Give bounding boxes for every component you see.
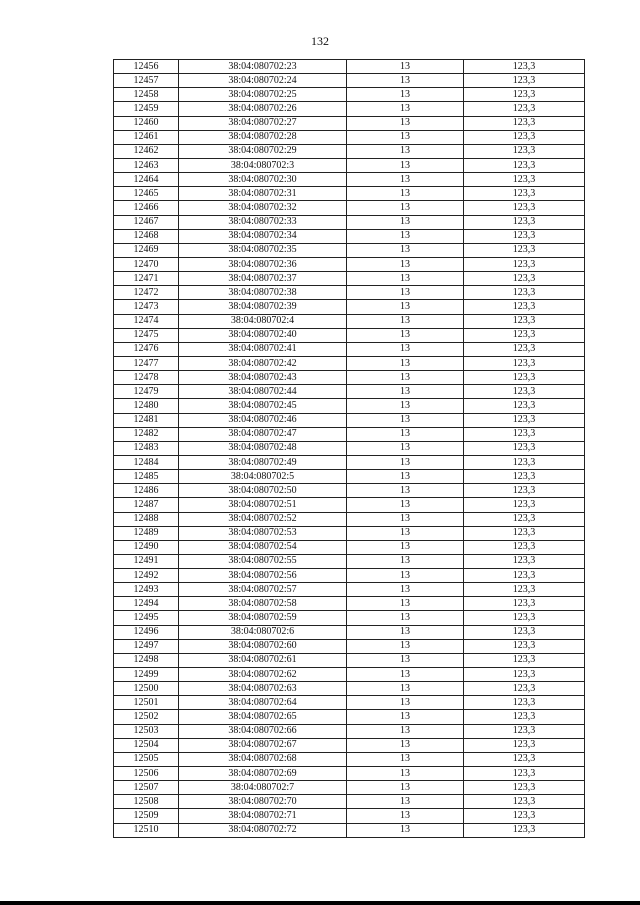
cadastral-number-cell: 38:04:080702:24 <box>179 74 347 88</box>
table-row <box>114 639 585 653</box>
area-cell: 123,3 <box>464 597 585 611</box>
cadastral-number-cell: 38:04:080702:64 <box>179 696 347 710</box>
row-number-cell: 12488 <box>114 512 179 526</box>
row-number-cell: 12489 <box>114 526 179 540</box>
area-cell: 123,3 <box>464 328 585 342</box>
count-cell: 13 <box>347 257 464 271</box>
cadastral-number-cell: 38:04:080702:70 <box>179 795 347 809</box>
count-cell: 13 <box>347 243 464 257</box>
area-cell: 123,3 <box>464 102 585 116</box>
area-cell: 123,3 <box>464 441 585 455</box>
count-cell: 13 <box>347 781 464 795</box>
row-number-cell: 12493 <box>114 583 179 597</box>
cadastral-number-cell: 38:04:080702:4 <box>179 314 347 328</box>
cadastral-number-cell: 38:04:080702:37 <box>179 272 347 286</box>
row-number-cell: 12475 <box>114 328 179 342</box>
table-row <box>114 229 585 243</box>
table-row <box>114 399 585 413</box>
cadastral-number-cell: 38:04:080702:25 <box>179 88 347 102</box>
cadastral-number-cell: 38:04:080702:36 <box>179 257 347 271</box>
count-cell: 13 <box>347 653 464 667</box>
table-row <box>114 498 585 512</box>
row-number-cell: 12470 <box>114 257 179 271</box>
row-number-cell: 12458 <box>114 88 179 102</box>
area-cell: 123,3 <box>464 413 585 427</box>
row-number-cell: 12509 <box>114 809 179 823</box>
area-cell: 123,3 <box>464 484 585 498</box>
cadastral-number-cell: 38:04:080702:53 <box>179 526 347 540</box>
cadastral-number-cell: 38:04:080702:49 <box>179 455 347 469</box>
area-cell: 123,3 <box>464 371 585 385</box>
area-cell: 123,3 <box>464 809 585 823</box>
area-cell: 123,3 <box>464 257 585 271</box>
cadastral-number-cell: 38:04:080702:57 <box>179 583 347 597</box>
count-cell: 13 <box>347 484 464 498</box>
cadastral-number-cell: 38:04:080702:43 <box>179 371 347 385</box>
cadastral-number-cell: 38:04:080702:28 <box>179 130 347 144</box>
registry-table <box>113 59 585 838</box>
table-row <box>114 795 585 809</box>
area-cell: 123,3 <box>464 215 585 229</box>
row-number-cell: 12490 <box>114 540 179 554</box>
table-row <box>114 484 585 498</box>
row-number-cell: 12486 <box>114 484 179 498</box>
count-cell: 13 <box>347 668 464 682</box>
scan-edge-bar <box>0 901 640 905</box>
area-cell: 123,3 <box>464 201 585 215</box>
area-cell: 123,3 <box>464 668 585 682</box>
count-cell: 13 <box>347 201 464 215</box>
table-row <box>114 625 585 639</box>
cadastral-number-cell: 38:04:080702:55 <box>179 554 347 568</box>
count-cell: 13 <box>347 144 464 158</box>
area-cell: 123,3 <box>464 455 585 469</box>
cadastral-number-cell: 38:04:080702:67 <box>179 738 347 752</box>
area-cell: 123,3 <box>464 724 585 738</box>
row-number-cell: 12478 <box>114 371 179 385</box>
count-cell: 13 <box>347 286 464 300</box>
cadastral-number-cell: 38:04:080702:72 <box>179 823 347 837</box>
cadastral-number-cell: 38:04:080702:46 <box>179 413 347 427</box>
cadastral-number-cell: 38:04:080702:33 <box>179 215 347 229</box>
area-cell: 123,3 <box>464 74 585 88</box>
count-cell: 13 <box>347 682 464 696</box>
count-cell: 13 <box>347 597 464 611</box>
count-cell: 13 <box>347 215 464 229</box>
count-cell: 13 <box>347 752 464 766</box>
table-row <box>114 526 585 540</box>
cadastral-number-cell: 38:04:080702:30 <box>179 173 347 187</box>
row-number-cell: 12474 <box>114 314 179 328</box>
cadastral-number-cell: 38:04:080702:59 <box>179 611 347 625</box>
table-row <box>114 60 585 74</box>
table-row <box>114 88 585 102</box>
row-number-cell: 12457 <box>114 74 179 88</box>
table-body <box>114 60 585 838</box>
row-number-cell: 12466 <box>114 201 179 215</box>
table-row <box>114 356 585 370</box>
count-cell: 13 <box>347 611 464 625</box>
cadastral-number-cell: 38:04:080702:23 <box>179 60 347 74</box>
area-cell: 123,3 <box>464 229 585 243</box>
cadastral-number-cell: 38:04:080702:34 <box>179 229 347 243</box>
row-number-cell: 12505 <box>114 752 179 766</box>
row-number-cell: 12485 <box>114 470 179 484</box>
count-cell: 13 <box>347 823 464 837</box>
row-number-cell: 12460 <box>114 116 179 130</box>
cadastral-number-cell: 38:04:080702:65 <box>179 710 347 724</box>
area-cell: 123,3 <box>464 173 585 187</box>
table-row <box>114 215 585 229</box>
area-cell: 123,3 <box>464 243 585 257</box>
area-cell: 123,3 <box>464 300 585 314</box>
count-cell: 13 <box>347 116 464 130</box>
count-cell: 13 <box>347 300 464 314</box>
area-cell: 123,3 <box>464 272 585 286</box>
page-number: 132 <box>311 34 329 48</box>
table-row <box>114 441 585 455</box>
area-cell: 123,3 <box>464 356 585 370</box>
cadastral-number-cell: 38:04:080702:71 <box>179 809 347 823</box>
cadastral-number-cell: 38:04:080702:42 <box>179 356 347 370</box>
count-cell: 13 <box>347 540 464 554</box>
table-row <box>114 611 585 625</box>
table-row <box>114 342 585 356</box>
table-row <box>114 455 585 469</box>
table-row <box>114 781 585 795</box>
cadastral-number-cell: 38:04:080702:69 <box>179 767 347 781</box>
count-cell: 13 <box>347 427 464 441</box>
count-cell: 13 <box>347 710 464 724</box>
area-cell: 123,3 <box>464 130 585 144</box>
table-row <box>114 74 585 88</box>
count-cell: 13 <box>347 625 464 639</box>
cadastral-number-cell: 38:04:080702:35 <box>179 243 347 257</box>
table-row <box>114 696 585 710</box>
table-row <box>114 569 585 583</box>
row-number-cell: 12484 <box>114 455 179 469</box>
row-number-cell: 12495 <box>114 611 179 625</box>
count-cell: 13 <box>347 74 464 88</box>
cadastral-number-cell: 38:04:080702:52 <box>179 512 347 526</box>
count-cell: 13 <box>347 158 464 172</box>
row-number-cell: 12471 <box>114 272 179 286</box>
count-cell: 13 <box>347 639 464 653</box>
area-cell: 123,3 <box>464 781 585 795</box>
row-number-cell: 12462 <box>114 144 179 158</box>
area-cell: 123,3 <box>464 767 585 781</box>
area-cell: 123,3 <box>464 583 585 597</box>
table-row <box>114 300 585 314</box>
count-cell: 13 <box>347 767 464 781</box>
table-row <box>114 130 585 144</box>
cadastral-number-cell: 38:04:080702:27 <box>179 116 347 130</box>
row-number-cell: 12494 <box>114 597 179 611</box>
cadastral-number-cell: 38:04:080702:47 <box>179 427 347 441</box>
row-number-cell: 12506 <box>114 767 179 781</box>
cadastral-number-cell: 38:04:080702:58 <box>179 597 347 611</box>
count-cell: 13 <box>347 229 464 243</box>
row-number-cell: 12477 <box>114 356 179 370</box>
table-row <box>114 173 585 187</box>
table-row <box>114 314 585 328</box>
area-cell: 123,3 <box>464 823 585 837</box>
table-row <box>114 385 585 399</box>
area-cell: 123,3 <box>464 158 585 172</box>
area-cell: 123,3 <box>464 385 585 399</box>
count-cell: 13 <box>347 795 464 809</box>
row-number-cell: 12463 <box>114 158 179 172</box>
count-cell: 13 <box>347 385 464 399</box>
row-number-cell: 12507 <box>114 781 179 795</box>
cadastral-number-cell: 38:04:080702:41 <box>179 342 347 356</box>
table-row <box>114 583 585 597</box>
cadastral-number-cell: 38:04:080702:68 <box>179 752 347 766</box>
cadastral-number-cell: 38:04:080702:5 <box>179 470 347 484</box>
area-cell: 123,3 <box>464 88 585 102</box>
table-row <box>114 328 585 342</box>
cadastral-number-cell: 38:04:080702:40 <box>179 328 347 342</box>
row-number-cell: 12496 <box>114 625 179 639</box>
table-row <box>114 187 585 201</box>
area-cell: 123,3 <box>464 611 585 625</box>
cadastral-number-cell: 38:04:080702:66 <box>179 724 347 738</box>
cadastral-number-cell: 38:04:080702:60 <box>179 639 347 653</box>
count-cell: 13 <box>347 130 464 144</box>
cadastral-number-cell: 38:04:080702:63 <box>179 682 347 696</box>
count-cell: 13 <box>347 328 464 342</box>
table-row <box>114 823 585 837</box>
cadastral-number-cell: 38:04:080702:38 <box>179 286 347 300</box>
table-row <box>114 272 585 286</box>
area-cell: 123,3 <box>464 653 585 667</box>
row-number-cell: 12500 <box>114 682 179 696</box>
count-cell: 13 <box>347 314 464 328</box>
row-number-cell: 12497 <box>114 639 179 653</box>
cadastral-number-cell: 38:04:080702:3 <box>179 158 347 172</box>
row-number-cell: 12468 <box>114 229 179 243</box>
area-cell: 123,3 <box>464 342 585 356</box>
cadastral-number-cell: 38:04:080702:31 <box>179 187 347 201</box>
area-cell: 123,3 <box>464 470 585 484</box>
table-row <box>114 470 585 484</box>
count-cell: 13 <box>347 809 464 823</box>
row-number-cell: 12472 <box>114 286 179 300</box>
cadastral-number-cell: 38:04:080702:61 <box>179 653 347 667</box>
area-cell: 123,3 <box>464 116 585 130</box>
count-cell: 13 <box>347 187 464 201</box>
table-row <box>114 597 585 611</box>
cadastral-number-cell: 38:04:080702:7 <box>179 781 347 795</box>
cadastral-number-cell: 38:04:080702:44 <box>179 385 347 399</box>
row-number-cell: 12459 <box>114 102 179 116</box>
row-number-cell: 12487 <box>114 498 179 512</box>
row-number-cell: 12461 <box>114 130 179 144</box>
table-row <box>114 243 585 257</box>
count-cell: 13 <box>347 371 464 385</box>
row-number-cell: 12467 <box>114 215 179 229</box>
count-cell: 13 <box>347 696 464 710</box>
area-cell: 123,3 <box>464 569 585 583</box>
row-number-cell: 12504 <box>114 738 179 752</box>
count-cell: 13 <box>347 526 464 540</box>
area-cell: 123,3 <box>464 526 585 540</box>
area-cell: 123,3 <box>464 427 585 441</box>
area-cell: 123,3 <box>464 314 585 328</box>
count-cell: 13 <box>347 399 464 413</box>
table-row <box>114 752 585 766</box>
row-number-cell: 12482 <box>114 427 179 441</box>
cadastral-number-cell: 38:04:080702:50 <box>179 484 347 498</box>
table-row <box>114 653 585 667</box>
count-cell: 13 <box>347 554 464 568</box>
area-cell: 123,3 <box>464 682 585 696</box>
table-row <box>114 413 585 427</box>
cadastral-number-cell: 38:04:080702:32 <box>179 201 347 215</box>
cadastral-number-cell: 38:04:080702:39 <box>179 300 347 314</box>
row-number-cell: 12502 <box>114 710 179 724</box>
table-row <box>114 158 585 172</box>
cadastral-number-cell: 38:04:080702:6 <box>179 625 347 639</box>
row-number-cell: 12499 <box>114 668 179 682</box>
row-number-cell: 12464 <box>114 173 179 187</box>
area-cell: 123,3 <box>464 752 585 766</box>
row-number-cell: 12480 <box>114 399 179 413</box>
area-cell: 123,3 <box>464 738 585 752</box>
table-row <box>114 554 585 568</box>
count-cell: 13 <box>347 413 464 427</box>
row-number-cell: 12501 <box>114 696 179 710</box>
row-number-cell: 12479 <box>114 385 179 399</box>
table-row <box>114 102 585 116</box>
count-cell: 13 <box>347 498 464 512</box>
count-cell: 13 <box>347 60 464 74</box>
table-row <box>114 257 585 271</box>
cadastral-number-cell: 38:04:080702:48 <box>179 441 347 455</box>
area-cell: 123,3 <box>464 625 585 639</box>
area-cell: 123,3 <box>464 498 585 512</box>
count-cell: 13 <box>347 455 464 469</box>
cadastral-number-cell: 38:04:080702:62 <box>179 668 347 682</box>
table-row <box>114 682 585 696</box>
table-row <box>114 724 585 738</box>
row-number-cell: 12508 <box>114 795 179 809</box>
area-cell: 123,3 <box>464 795 585 809</box>
count-cell: 13 <box>347 724 464 738</box>
table-row <box>114 809 585 823</box>
area-cell: 123,3 <box>464 512 585 526</box>
row-number-cell: 12492 <box>114 569 179 583</box>
row-number-cell: 12465 <box>114 187 179 201</box>
row-number-cell: 12483 <box>114 441 179 455</box>
cadastral-number-cell: 38:04:080702:26 <box>179 102 347 116</box>
area-cell: 123,3 <box>464 710 585 724</box>
cadastral-number-cell: 38:04:080702:54 <box>179 540 347 554</box>
cadastral-number-cell: 38:04:080702:56 <box>179 569 347 583</box>
row-number-cell: 12510 <box>114 823 179 837</box>
area-cell: 123,3 <box>464 399 585 413</box>
row-number-cell: 12469 <box>114 243 179 257</box>
cadastral-number-cell: 38:04:080702:51 <box>179 498 347 512</box>
count-cell: 13 <box>347 272 464 286</box>
count-cell: 13 <box>347 356 464 370</box>
row-number-cell: 12473 <box>114 300 179 314</box>
count-cell: 13 <box>347 102 464 116</box>
count-cell: 13 <box>347 88 464 102</box>
cadastral-number-cell: 38:04:080702:45 <box>179 399 347 413</box>
table-row <box>114 427 585 441</box>
area-cell: 123,3 <box>464 696 585 710</box>
area-cell: 123,3 <box>464 187 585 201</box>
row-number-cell: 12476 <box>114 342 179 356</box>
count-cell: 13 <box>347 583 464 597</box>
area-cell: 123,3 <box>464 60 585 74</box>
count-cell: 13 <box>347 569 464 583</box>
count-cell: 13 <box>347 342 464 356</box>
row-number-cell: 12456 <box>114 60 179 74</box>
count-cell: 13 <box>347 738 464 752</box>
table-row <box>114 767 585 781</box>
table-row <box>114 710 585 724</box>
table-row <box>114 201 585 215</box>
row-number-cell: 12498 <box>114 653 179 667</box>
table-row <box>114 512 585 526</box>
area-cell: 123,3 <box>464 554 585 568</box>
count-cell: 13 <box>347 512 464 526</box>
row-number-cell: 12491 <box>114 554 179 568</box>
area-cell: 123,3 <box>464 286 585 300</box>
count-cell: 13 <box>347 470 464 484</box>
table-row <box>114 540 585 554</box>
table-row <box>114 286 585 300</box>
table-row <box>114 738 585 752</box>
cadastral-number-cell: 38:04:080702:29 <box>179 144 347 158</box>
row-number-cell: 12503 <box>114 724 179 738</box>
table-row <box>114 116 585 130</box>
count-cell: 13 <box>347 441 464 455</box>
area-cell: 123,3 <box>464 639 585 653</box>
table-row <box>114 144 585 158</box>
table-row <box>114 371 585 385</box>
area-cell: 123,3 <box>464 540 585 554</box>
table-row <box>114 668 585 682</box>
area-cell: 123,3 <box>464 144 585 158</box>
count-cell: 13 <box>347 173 464 187</box>
row-number-cell: 12481 <box>114 413 179 427</box>
